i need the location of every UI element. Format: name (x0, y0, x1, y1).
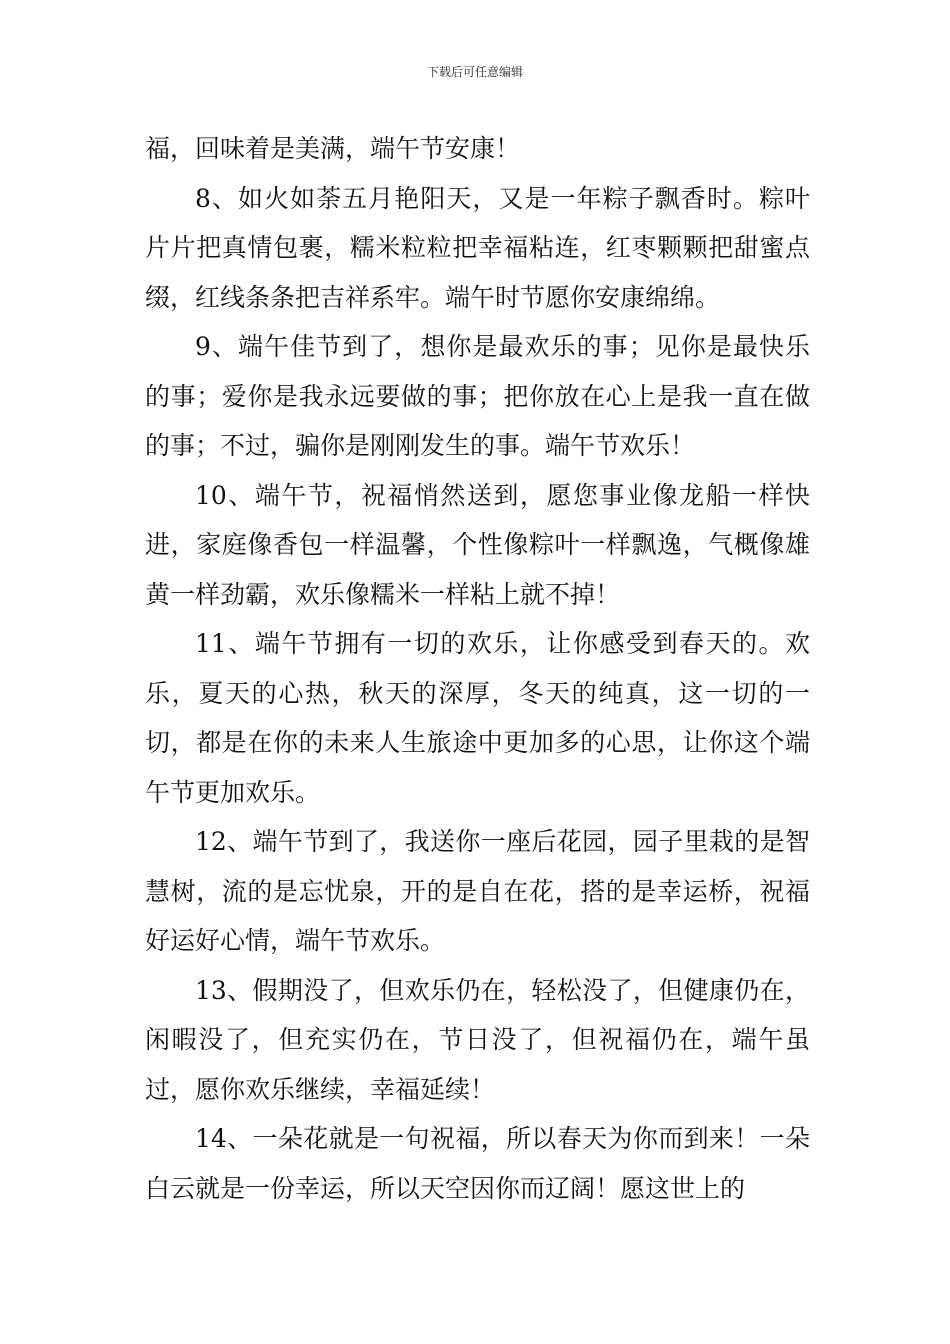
page-header: 下载后可任意编辑 (426, 65, 523, 79)
paragraph-14: 14、一朵花就是一句祝福，所以春天为你而到来！一朵白云就是一份幸运，所以天空因你而辽阔！愿这世上的 (145, 1124, 810, 1203)
paragraph-continuation: 福，回味着是美满，端午节安康！ (145, 134, 521, 163)
paragraph-9: 9、端午佳节到了，想你是最欢乐的事；见你是最快乐的事；爱你是我永远要做的事；把你放在心上是我一直在做的事；不过，骗你是刚刚发生的事。端午节欢乐！ (145, 332, 810, 460)
paragraph-13: 13、假期没了，但欢乐仍在，轻松没了，但健康仍在，闲暇没了，但充实仍在，节日没了，但祝福仍在，端午虽过，愿你欢乐继续，幸福延续！ (145, 975, 810, 1104)
paragraph-8: 8、如火如荼五月艳阳天，又是一年粽子飘香时。粽叶片片把真情包裹，糯米粒粒把幸福粘连，红枣颗颗把甜蜜点缀，红线条条把吉祥系牢。端午时节愿你安康绵绵。 (145, 183, 810, 312)
document-body (145, 124, 810, 1213)
paragraph-10: 10、端午节，祝福悄然送到，愿您事业像龙船一样快进，家庭像香包一样温馨，个性像粽叶一样飘逸，气概像雄黄一样劲霸，欢乐像糯米一样粘上就不掉！ (145, 480, 810, 609)
paragraph-11: 11、端午节拥有一切的欢乐，让你感受到春天的。欢乐，夏天的心热，秋天的深厚，冬天的纯真，这一切的一切，都是在你的未来人生旅途中更加多的心思，让你这个端午节更加欢乐。 (145, 629, 810, 807)
paragraph-12: 12、端午节到了，我送你一座后花园，园子里栽的是智慧树，流的是忘忧泉，开的是自在花，搭的是幸运桥，祝福好运好心情，端午节欢乐。 (145, 827, 810, 955)
